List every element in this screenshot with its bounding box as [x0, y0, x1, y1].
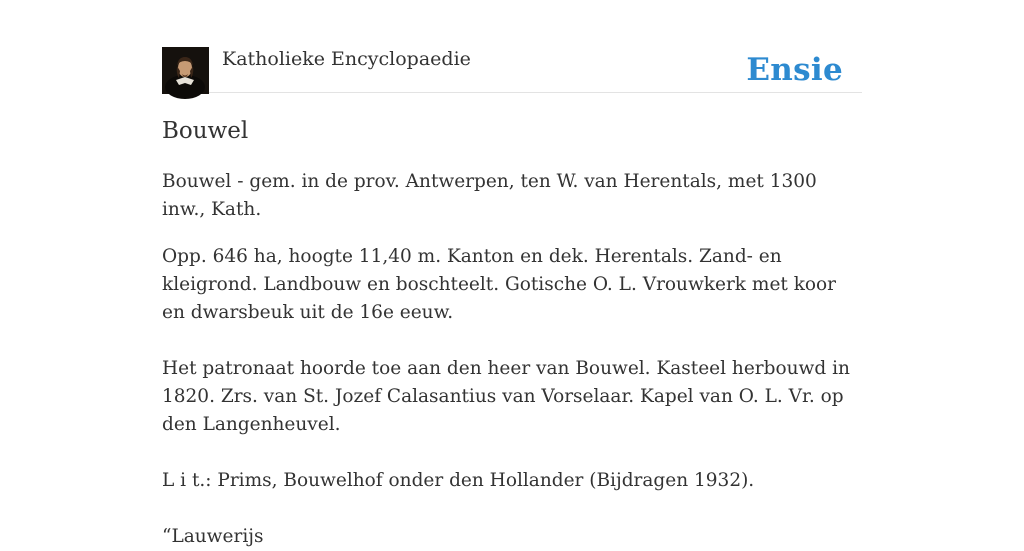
article-author: “Lauwerijs [162, 526, 264, 547]
header [162, 44, 862, 93]
portrait-icon [162, 47, 209, 94]
paragraph-spacer [162, 327, 862, 355]
article-literature: L i t.: Prims, Bouwelhof onder den Hollander (Bijdragen 1932). [162, 470, 755, 491]
site-name[interactable]: Katholieke Encyclopaedie [222, 48, 471, 70]
brand-logo[interactable]: Ensie [746, 52, 843, 88]
paragraph-spacer [162, 439, 862, 467]
article-paragraph: Opp. 646 ha, hoogte 11,40 m. Kanton en dek. Herentals. Zand- en kleigrond. Landbouw en boschteelt. Gotische O. L. Vrouwkerk met koor en dwarsbeuk uit de 16e eeuw. [162, 246, 837, 323]
avatar[interactable] [162, 47, 209, 94]
paragraph-spacer [162, 495, 862, 523]
article-paragraph: Het patronaat hoorde toe aan den heer van Bouwel. Kasteel herbouwd in 1820. Zrs. van St. Jozef Calasantius van Vorselaar. Kapel van O. L. Vr. op den Langenheuvel. [162, 358, 850, 435]
article-lede: Bouwel - gem. in de prov. Antwerpen, ten W. van Herentals, met 1300 inw., Kath. [162, 171, 817, 220]
article-title: Bouwel [162, 118, 249, 144]
article-body [162, 168, 862, 551]
